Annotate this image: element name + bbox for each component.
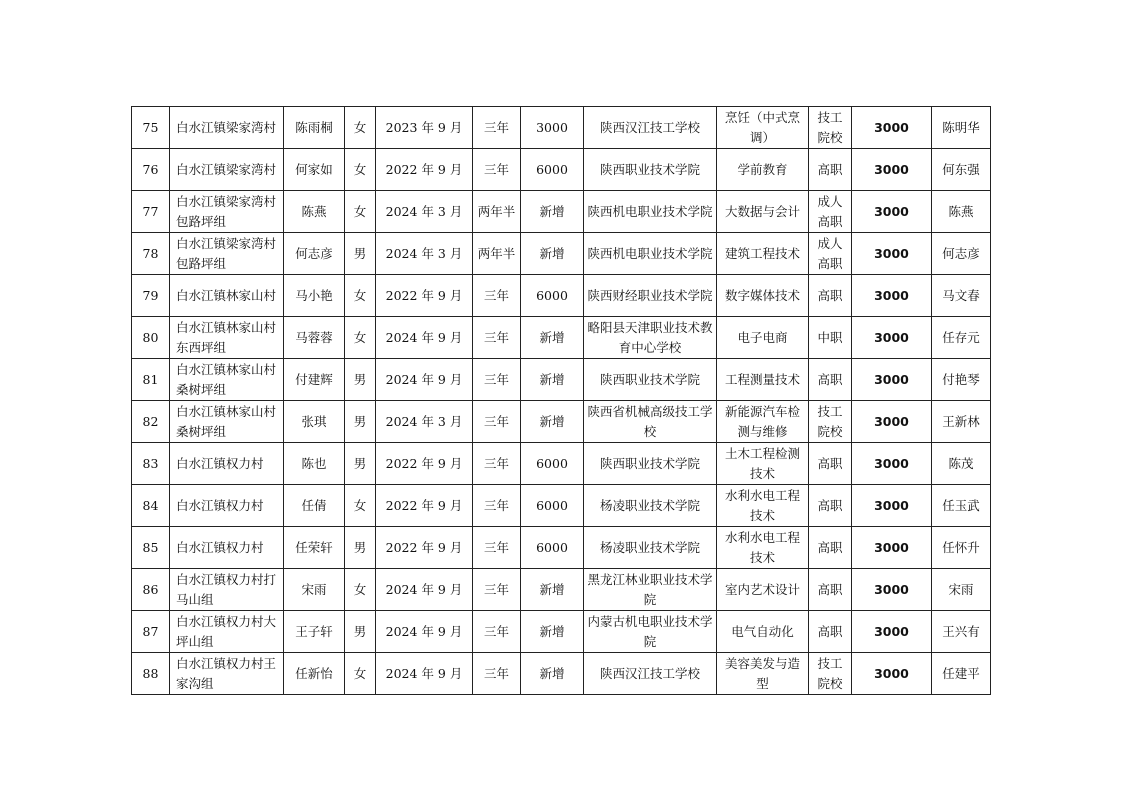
level-cell: 高职 [809,611,852,653]
guardian-cell: 宋雨 [932,569,991,611]
enrollment-date-cell: 2024 年 9 月 [376,359,473,401]
village-cell: 白水江镇权力村打马山组 [170,569,284,611]
major-cell: 室内艺术设计 [717,569,809,611]
subsidy-amount-cell: 3000 [852,653,932,695]
previous-amount-cell: 6000 [521,485,584,527]
guardian-cell: 陈明华 [932,107,991,149]
gender-cell: 男 [345,359,376,401]
previous-amount-cell: 6000 [521,443,584,485]
major-cell: 土木工程检测技术 [717,443,809,485]
school-cell: 陕西汉江技工学校 [584,107,717,149]
table-row [132,149,991,191]
village-cell: 白水江镇权力村王家沟组 [170,653,284,695]
major-cell: 水利水电工程技术 [717,485,809,527]
level-cell: 高职 [809,149,852,191]
previous-amount-cell: 6000 [521,527,584,569]
table-row [132,191,991,233]
enrollment-date-cell: 2024 年 3 月 [376,233,473,275]
enrollment-date-cell: 2024 年 9 月 [376,569,473,611]
major-cell: 美容美发与造型 [717,653,809,695]
level-cell: 中职 [809,317,852,359]
student-name-cell: 何家如 [284,149,345,191]
level-cell: 高职 [809,359,852,401]
village-cell: 白水江镇梁家湾村 [170,107,284,149]
major-cell: 水利水电工程技术 [717,527,809,569]
school-cell: 陕西汉江技工学校 [584,653,717,695]
duration-cell: 三年 [473,443,521,485]
guardian-cell: 王兴有 [932,611,991,653]
table-row [132,443,991,485]
student-name-cell: 马蓉蓉 [284,317,345,359]
enrollment-date-cell: 2024 年 9 月 [376,611,473,653]
row-number-cell: 75 [132,107,170,149]
subsidy-amount-cell: 3000 [852,275,932,317]
row-number-cell: 79 [132,275,170,317]
enrollment-date-cell: 2022 年 9 月 [376,149,473,191]
student-name-cell: 付建辉 [284,359,345,401]
level-cell: 高职 [809,485,852,527]
gender-cell: 男 [345,233,376,275]
gender-cell: 女 [345,191,376,233]
student-name-cell: 任倩 [284,485,345,527]
previous-amount-cell: 新增 [521,191,584,233]
subsidy-amount-cell: 3000 [852,149,932,191]
gender-cell: 男 [345,443,376,485]
table-row [132,107,991,149]
village-cell: 白水江镇林家山村东西坪组 [170,317,284,359]
village-cell: 白水江镇梁家湾村包路坪组 [170,191,284,233]
guardian-cell: 任玉武 [932,485,991,527]
enrollment-date-cell: 2022 年 9 月 [376,485,473,527]
row-number-cell: 87 [132,611,170,653]
village-cell: 白水江镇权力村 [170,527,284,569]
major-cell: 学前教育 [717,149,809,191]
row-number-cell: 80 [132,317,170,359]
level-cell: 技工院校 [809,653,852,695]
duration-cell: 三年 [473,401,521,443]
row-number-cell: 76 [132,149,170,191]
duration-cell: 三年 [473,149,521,191]
guardian-cell: 任建平 [932,653,991,695]
table-row [132,527,991,569]
previous-amount-cell: 3000 [521,107,584,149]
major-cell: 数字媒体技术 [717,275,809,317]
school-cell: 黑龙江林业职业技术学院 [584,569,717,611]
row-number-cell: 83 [132,443,170,485]
guardian-cell: 马文春 [932,275,991,317]
subsidy-amount-cell: 3000 [852,527,932,569]
village-cell: 白水江镇梁家湾村包路坪组 [170,233,284,275]
enrollment-date-cell: 2022 年 9 月 [376,527,473,569]
guardian-cell: 任怀升 [932,527,991,569]
table-row [132,317,991,359]
level-cell: 成人高职 [809,191,852,233]
duration-cell: 三年 [473,275,521,317]
gender-cell: 女 [345,149,376,191]
enrollment-date-cell: 2022 年 9 月 [376,275,473,317]
table-row [132,611,991,653]
gender-cell: 女 [345,317,376,359]
table-row [132,401,991,443]
row-number-cell: 81 [132,359,170,401]
gender-cell: 女 [345,653,376,695]
previous-amount-cell: 6000 [521,275,584,317]
gender-cell: 男 [345,611,376,653]
village-cell: 白水江镇权力村大坪山组 [170,611,284,653]
guardian-cell: 任存元 [932,317,991,359]
previous-amount-cell: 新增 [521,359,584,401]
row-number-cell: 82 [132,401,170,443]
guardian-cell: 付艳琴 [932,359,991,401]
student-subsidy-table [131,106,991,695]
duration-cell: 三年 [473,527,521,569]
subsidy-amount-cell: 3000 [852,359,932,401]
enrollment-date-cell: 2023 年 9 月 [376,107,473,149]
level-cell: 技工院校 [809,401,852,443]
guardian-cell: 陈茂 [932,443,991,485]
village-cell: 白水江镇林家山村桑树坪组 [170,401,284,443]
school-cell: 陕西机电职业技术学院 [584,191,717,233]
previous-amount-cell: 新增 [521,653,584,695]
major-cell: 电子电商 [717,317,809,359]
student-name-cell: 王子轩 [284,611,345,653]
level-cell: 高职 [809,569,852,611]
previous-amount-cell: 新增 [521,233,584,275]
table-row [132,233,991,275]
level-cell: 成人高职 [809,233,852,275]
major-cell: 工程测量技术 [717,359,809,401]
row-number-cell: 77 [132,191,170,233]
student-name-cell: 何志彦 [284,233,345,275]
row-number-cell: 85 [132,527,170,569]
guardian-cell: 陈燕 [932,191,991,233]
table-row [132,485,991,527]
gender-cell: 女 [345,107,376,149]
village-cell: 白水江镇林家山村 [170,275,284,317]
row-number-cell: 78 [132,233,170,275]
gender-cell: 男 [345,401,376,443]
subsidy-amount-cell: 3000 [852,443,932,485]
duration-cell: 两年半 [473,233,521,275]
village-cell: 白水江镇林家山村桑树坪组 [170,359,284,401]
table-row [132,275,991,317]
guardian-cell: 王新林 [932,401,991,443]
school-cell: 陕西机电职业技术学院 [584,233,717,275]
level-cell: 技工院校 [809,107,852,149]
village-cell: 白水江镇权力村 [170,485,284,527]
major-cell: 大数据与会计 [717,191,809,233]
previous-amount-cell: 新增 [521,401,584,443]
school-cell: 内蒙古机电职业技术学院 [584,611,717,653]
gender-cell: 女 [345,569,376,611]
enrollment-date-cell: 2024 年 9 月 [376,653,473,695]
student-name-cell: 任荣轩 [284,527,345,569]
row-number-cell: 86 [132,569,170,611]
previous-amount-cell: 新增 [521,611,584,653]
gender-cell: 女 [345,485,376,527]
major-cell: 烹饪（中式烹调） [717,107,809,149]
student-name-cell: 马小艳 [284,275,345,317]
school-cell: 陕西职业技术学院 [584,443,717,485]
major-cell: 新能源汽车检测与维修 [717,401,809,443]
student-name-cell: 张琪 [284,401,345,443]
student-name-cell: 陈燕 [284,191,345,233]
level-cell: 高职 [809,527,852,569]
subsidy-amount-cell: 3000 [852,191,932,233]
duration-cell: 三年 [473,359,521,401]
guardian-cell: 何东强 [932,149,991,191]
subsidy-amount-cell: 3000 [852,317,932,359]
student-name-cell: 任新怡 [284,653,345,695]
level-cell: 高职 [809,275,852,317]
previous-amount-cell: 新增 [521,569,584,611]
guardian-cell: 何志彦 [932,233,991,275]
table-row [132,359,991,401]
gender-cell: 男 [345,527,376,569]
enrollment-date-cell: 2024 年 3 月 [376,401,473,443]
table-row [132,569,991,611]
duration-cell: 三年 [473,317,521,359]
school-cell: 陕西职业技术学院 [584,359,717,401]
village-cell: 白水江镇梁家湾村 [170,149,284,191]
gender-cell: 女 [345,275,376,317]
school-cell: 杨凌职业技术学院 [584,485,717,527]
student-name-cell: 宋雨 [284,569,345,611]
subsidy-amount-cell: 3000 [852,401,932,443]
school-cell: 陕西职业技术学院 [584,149,717,191]
enrollment-date-cell: 2022 年 9 月 [376,443,473,485]
subsidy-amount-cell: 3000 [852,485,932,527]
subsidy-amount-cell: 3000 [852,233,932,275]
major-cell: 电气自动化 [717,611,809,653]
student-name-cell: 陈雨桐 [284,107,345,149]
duration-cell: 三年 [473,569,521,611]
subsidy-amount-cell: 3000 [852,107,932,149]
enrollment-date-cell: 2024 年 3 月 [376,191,473,233]
row-number-cell: 84 [132,485,170,527]
enrollment-date-cell: 2024 年 9 月 [376,317,473,359]
school-cell: 陕西财经职业技术学院 [584,275,717,317]
duration-cell: 三年 [473,485,521,527]
school-cell: 陕西省机械高级技工学校 [584,401,717,443]
previous-amount-cell: 6000 [521,149,584,191]
student-name-cell: 陈也 [284,443,345,485]
duration-cell: 三年 [473,611,521,653]
row-number-cell: 88 [132,653,170,695]
duration-cell: 三年 [473,107,521,149]
previous-amount-cell: 新增 [521,317,584,359]
subsidy-amount-cell: 3000 [852,569,932,611]
table-body [132,107,991,695]
village-cell: 白水江镇权力村 [170,443,284,485]
subsidy-amount-cell: 3000 [852,611,932,653]
table-row [132,653,991,695]
duration-cell: 三年 [473,653,521,695]
school-cell: 略阳县天津职业技术教育中心学校 [584,317,717,359]
level-cell: 高职 [809,443,852,485]
duration-cell: 两年半 [473,191,521,233]
school-cell: 杨凌职业技术学院 [584,527,717,569]
major-cell: 建筑工程技术 [717,233,809,275]
